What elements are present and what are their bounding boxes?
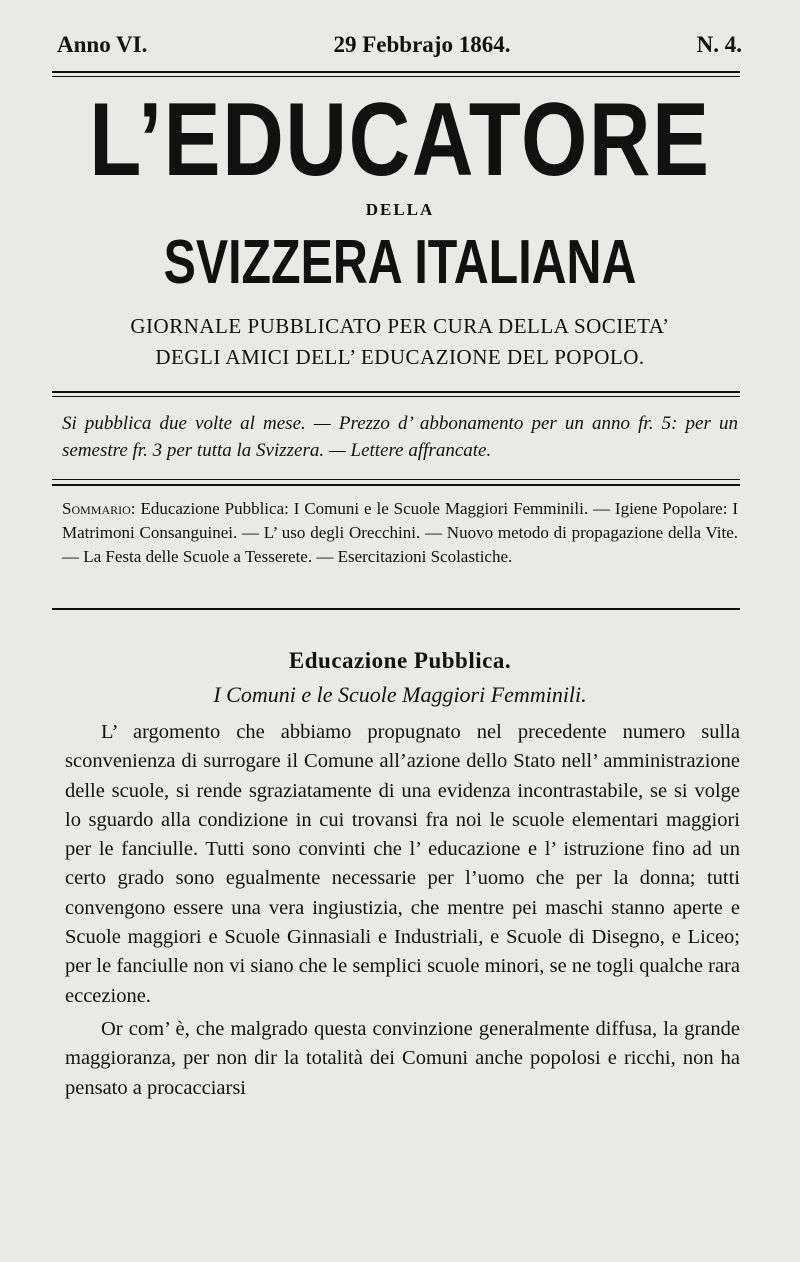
summary [62,497,738,569]
tagline-rule-thin [52,396,740,397]
tagline-rule [52,391,740,393]
article-body [65,718,740,1103]
masthead-tagline-2: DEGLI AMICI DELL’ EDUCAZIONE DEL POPOLO. [155,345,645,369]
masthead-tagline-1: GIORNALE PUBBLICATO PER CURA DELLA SOCIETA’ [130,314,670,338]
section-heading: Educazione Pubblica. [288,648,512,673]
masthead-connector: DELLA [365,200,435,219]
masthead-title: L’EDUCATORE [89,82,711,198]
article-title: I Comuni e le Scuole Maggiori Femminili. [213,682,587,707]
notice-rule [52,479,740,480]
issue-number: N. 4. [696,32,742,57]
subscription-notice: Si pubblica due volte al mese. — Prezzo d’ abbonamento per un anno fr. 5: per un semestre fr. 3 per tutta la Svizzera. — Lettere affrancate. [62,413,738,461]
issue-date: 29 Febbrajo 1864. [333,32,511,57]
issue-header [57,32,742,58]
masthead-subtitle-title: SVIZZERA ITALIANA [163,228,637,297]
header-rule-thin [52,76,740,77]
summary-text: Educazione Pubblica: I Comuni e le Scuole Maggiori Femminili. — Igiene Popolare: I Matrimoni Consanguinei. — L’ uso degli Orecchini. — Nuovo metodo di propagazione della Vite. — La Festa delle Scuole a Tesserete. — Esercitazioni Scolastiche. [62,499,739,566]
paragraph: Or com’ è, che malgrado questa convinzione generalmente diffusa, la grande maggioranza, per non dir la totalità dei Comuni anche popolosi e ricchi, non ha pensato a procacciarsi [65,1017,740,1099]
summary-label: Sommario: [62,499,136,518]
paragraph: L’ argomento che abbiamo propugnato nel precedente numero sulla sconvenienza di surrogare il Comune all’azione dello Stato nell’ amministrazione delle scuole, si rende sgraziatamente di una evidenza incontrastabile, se si volge lo sguardo alla condizione in cui trovansi fra noi le scuole elementari maggiori per le fanciulle. Tutti sono convinti che l’ educazione e l’ istruzione fino ad un certo grado sono egualmente necessarie per l’uomo che per la donna; tutti convengono essere una vera ingiustizia, che mentre pei maschi stanno aperte e Scuole maggiori e Scuole Ginnasiali e Industriali, e Scuole di Disegno, e Liceo; per le fanciulle non vi siano che le semplici scuole minori, se ne togli qualche rara eccezione. [65,721,740,1007]
issue-year: Anno VI. [57,32,148,57]
header-rule [52,71,740,73]
notice-rule-thick [52,484,740,486]
summary-rule [52,608,740,610]
